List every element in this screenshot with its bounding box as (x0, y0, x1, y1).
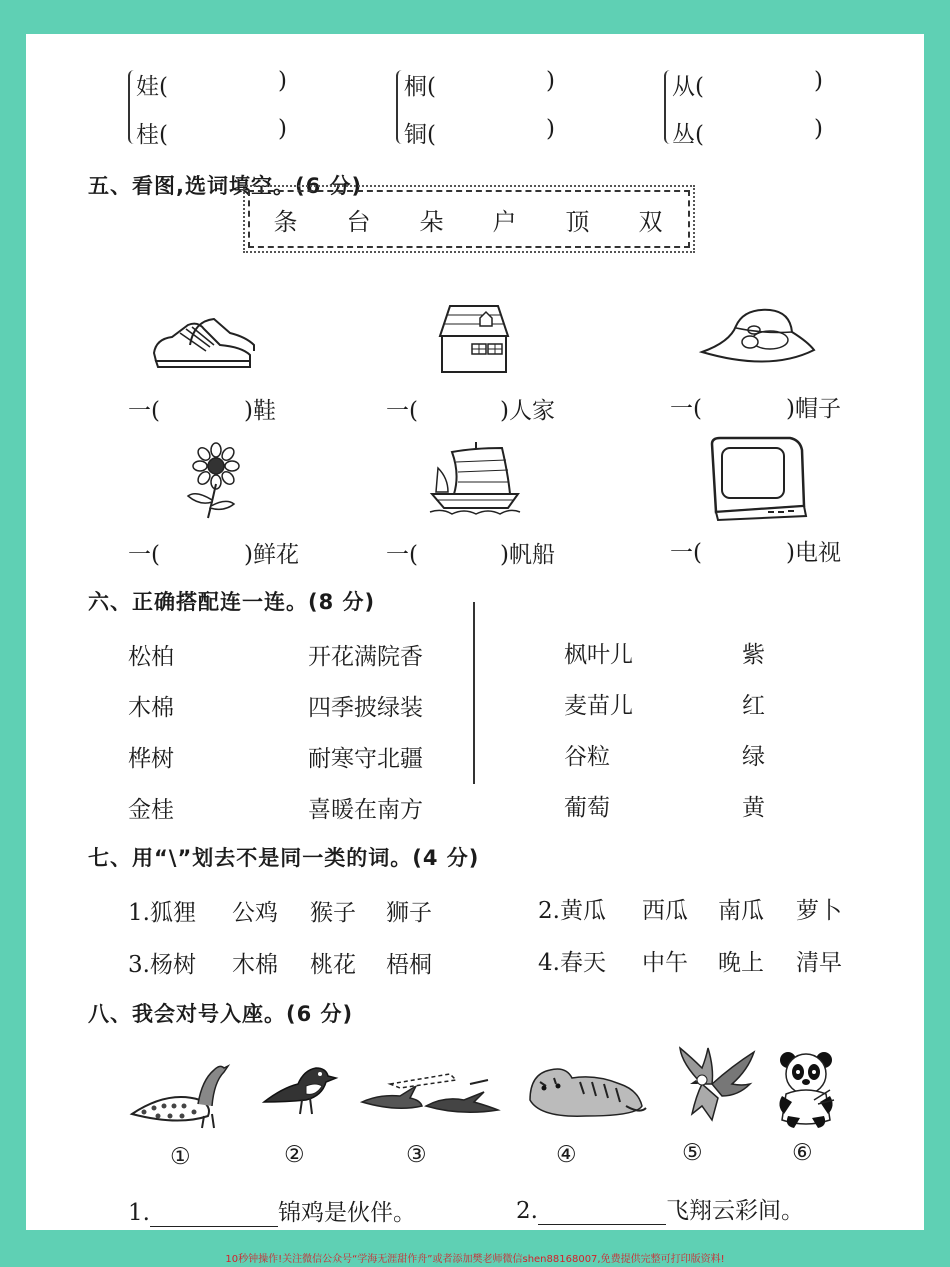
color-item: 绿 (742, 744, 765, 770)
animal-label: ⑤ (682, 1140, 703, 1166)
tree-trait: 喜暖在南方 (308, 797, 423, 823)
column-divider (473, 602, 475, 784)
animal-label: ① (170, 1144, 191, 1170)
house-icon (438, 304, 510, 374)
paren-close: ) (546, 116, 555, 142)
word-option: 顶 (565, 207, 592, 236)
word-item: 2.黄瓜 (538, 898, 606, 924)
question-8-2 (516, 1192, 804, 1225)
word-item: 4.春天 (538, 950, 606, 976)
animal-label: ⑥ (792, 1140, 813, 1166)
question-number: 1. (128, 1200, 150, 1226)
char-bottom-2: 铜( (404, 122, 436, 148)
word-choice-box (248, 190, 690, 248)
word-item: 狮子 (386, 900, 432, 926)
tree-trait: 耐寒守北疆 (308, 746, 423, 772)
word-item: 3.杨树 (128, 952, 196, 978)
question-text: 锦鸡是伙伴。 (277, 1200, 416, 1226)
word-item: 南瓜 (718, 898, 764, 924)
word-item: 西瓜 (642, 898, 688, 924)
tiger-icon (526, 1060, 646, 1120)
word-item: 清早 (796, 950, 842, 976)
paren-close: ) (546, 68, 555, 94)
char-top-1: 娃( (136, 74, 168, 100)
blank-suffix-house: )人家 (500, 398, 555, 424)
word-item: 梧桐 (386, 952, 432, 978)
word-item: 公鸡 (232, 900, 278, 926)
blank-suffix-flower: )鲜花 (244, 542, 299, 568)
songbird-icon (262, 1056, 336, 1116)
color-item: 红 (742, 693, 765, 719)
tree-trait: 四季披绿装 (308, 695, 423, 721)
blank-suffix-hat: )帽子 (786, 396, 841, 422)
plant-item: 麦苗儿 (564, 693, 633, 719)
blank-prefix: 一( (128, 398, 160, 424)
blank-suffix-tv: )电视 (786, 540, 841, 566)
paren-close: ) (814, 116, 823, 142)
tree-item: 松柏 (128, 644, 174, 670)
flower-icon (186, 444, 244, 520)
tree-item: 桦树 (128, 746, 174, 772)
animal-label: ③ (406, 1142, 427, 1168)
blank-suffix-shoes: )鞋 (244, 398, 276, 424)
animal-label: ② (284, 1142, 305, 1168)
blank-suffix-sailboat: )帆船 (500, 542, 555, 568)
geese-icon (360, 1066, 500, 1116)
blank-prefix: 一( (386, 542, 418, 568)
eagle-icon (672, 1044, 758, 1122)
char-top-2: 桐( (404, 74, 436, 100)
word-item: 中午 (642, 950, 688, 976)
question-8-1 (128, 1194, 416, 1227)
question-text: 飞翔云彩间。 (665, 1198, 804, 1224)
word-item: 桃花 (310, 952, 356, 978)
word-option: 双 (638, 207, 665, 236)
section7-heading: 七、用“\”划去不是同一类的词。(4 分) (88, 846, 480, 870)
answer-blank[interactable] (150, 1204, 278, 1227)
color-item: 紫 (742, 642, 765, 668)
plant-item: 谷粒 (564, 744, 610, 770)
section6-heading: 六、正确搭配连一连。(8 分) (88, 590, 376, 614)
char-bottom-3: 丛( (672, 122, 704, 148)
char-bottom-1: 桂( (136, 122, 168, 148)
blank-prefix: 一( (128, 542, 160, 568)
panda-icon (774, 1050, 838, 1130)
word-option: 台 (346, 207, 373, 236)
footer-notice: 10秒钟操作!关注微信公众号“学海无涯甜作舟”或者添加樊老师微信shen88168007,免费提供完整可打印版资料! (225, 1254, 725, 1265)
section8-heading: 八、我会对号入座。(6 分) (88, 1002, 354, 1026)
blank-prefix: 一( (670, 540, 702, 566)
section5-heading: 五、看图,选词填空。(6 分) (88, 174, 363, 198)
word-item: 1.狐狸 (128, 900, 196, 926)
word-option: 户 (492, 207, 519, 236)
question-number: 2. (516, 1198, 538, 1224)
sailboat-icon (430, 438, 520, 518)
word-option: 朵 (419, 207, 446, 236)
answer-blank[interactable] (538, 1202, 666, 1225)
word-item: 猴子 (310, 900, 356, 926)
plant-item: 枫叶儿 (564, 642, 633, 668)
blank-prefix: 一( (386, 398, 418, 424)
paren-close: ) (814, 68, 823, 94)
word-item: 晚上 (718, 950, 764, 976)
hat-icon (700, 306, 816, 372)
paren-close: ) (278, 116, 287, 142)
tv-icon (708, 436, 808, 520)
paren-close: ) (278, 68, 287, 94)
plant-item: 葡萄 (564, 795, 610, 821)
word-item: 萝卜 (796, 898, 842, 924)
tree-item: 木棉 (128, 695, 174, 721)
shoes-icon (150, 315, 256, 371)
peacock-icon (128, 1060, 238, 1130)
word-option: 条 (273, 207, 300, 236)
animal-label: ④ (556, 1142, 577, 1168)
word-item: 木棉 (232, 952, 278, 978)
blank-prefix: 一( (670, 396, 702, 422)
tree-item: 金桂 (128, 797, 174, 823)
tree-trait: 开花满院香 (308, 644, 423, 670)
color-item: 黄 (742, 795, 765, 821)
char-top-3: 从( (672, 74, 704, 100)
